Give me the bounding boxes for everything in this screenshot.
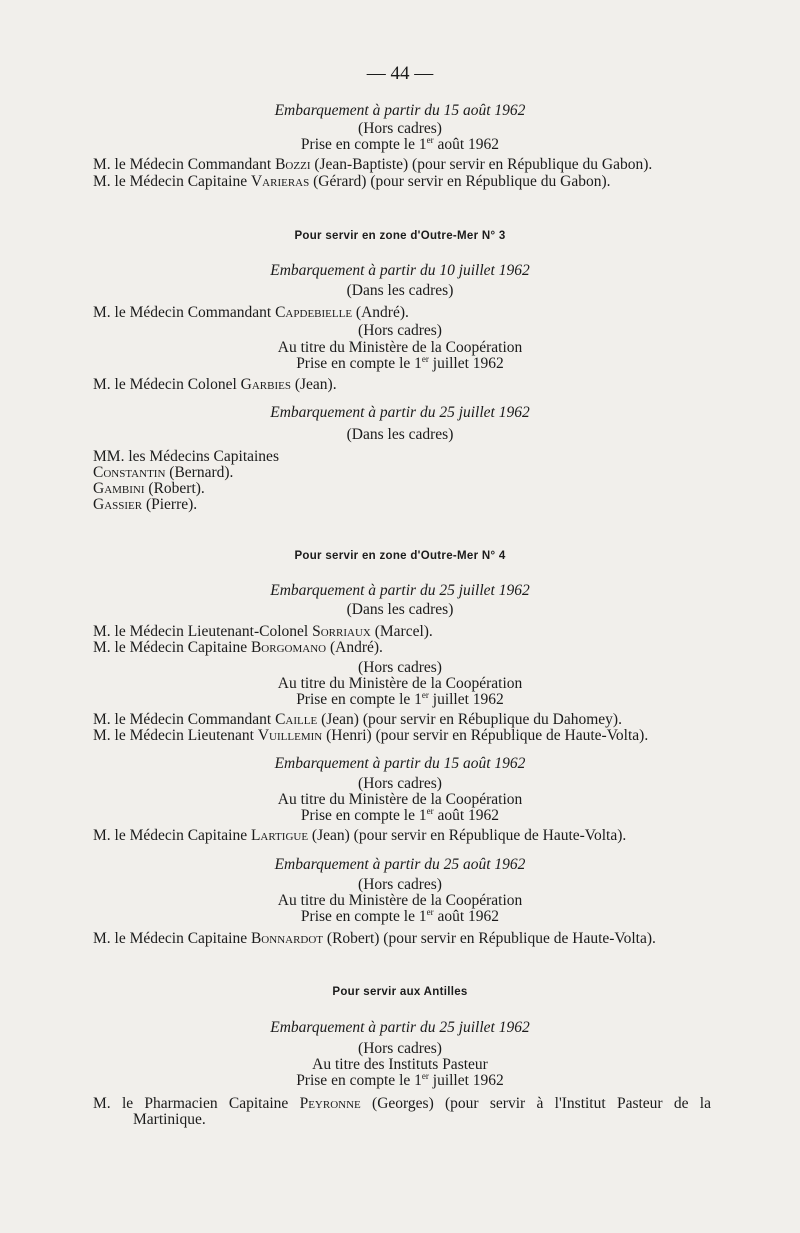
nomination-entry: MM. les Médecins Capitaines [93, 448, 279, 465]
status-line: (Hors cadres) [358, 775, 442, 792]
prise-en-compte-line: Prise en compte le 1er août 1962 [300, 805, 500, 824]
embark-date-line: Embarquement à partir du 25 juillet 1962 [270, 1019, 530, 1036]
ministry-line: Au titre du Ministère de la Coopération [277, 675, 523, 692]
section-header: Pour servir aux Antilles [332, 986, 468, 998]
embark-date-line: Embarquement à partir du 15 août 1962 [274, 102, 526, 119]
embark-date-line: Embarquement à partir du 25 juillet 1962 [270, 582, 530, 599]
nomination-entry: M. le Pharmacien Capitaine Peyronne (Georges) (pour servir à l'Institut Pasteur de la [93, 1095, 711, 1112]
embark-date-line: Embarquement à partir du 25 juillet 1962 [270, 404, 530, 421]
nomination-name: Gambini (Robert). [93, 480, 205, 497]
ministry-line: Au titre du Ministère de la Coopération [277, 791, 523, 808]
embark-date-line: Embarquement à partir du 10 juillet 1962 [270, 262, 530, 279]
nomination-entry: M. le Médecin Capitaine Bonnardot (Robert) (pour servir en République de Haute-Volta). [93, 930, 656, 947]
status-line: (Dans les cadres) [346, 601, 454, 618]
nomination-name: Gassier (Pierre). [93, 496, 198, 513]
status-line: (Dans les cadres) [346, 426, 454, 443]
prise-en-compte-line: Prise en compte le 1er août 1962 [300, 906, 500, 925]
status-line: (Hors cadres) [358, 1040, 442, 1057]
prise-en-compte-line: Prise en compte le 1er juillet 1962 [296, 1070, 504, 1089]
nomination-entry: M. le Médecin Lieutenant-Colonel Sorriaux (Marcel). [93, 623, 433, 640]
nomination-entry: M. le Médecin Capitaine Varieras (Gérard) (pour servir en République du Gabon). [93, 173, 611, 190]
prise-en-compte-line: Prise en compte le 1er juillet 1962 [296, 689, 504, 708]
nomination-name: Constantin (Bernard). [93, 464, 234, 481]
section-header: Pour servir en zone d'Outre-Mer N° 3 [294, 230, 506, 242]
page-number: — 44 — [366, 63, 434, 84]
embark-date-line: Embarquement à partir du 15 août 1962 [274, 755, 526, 772]
nomination-entry: M. le Médecin Commandant Caille (Jean) (pour servir en Rébuplique du Dahomey). [93, 711, 622, 728]
nomination-entry: M. le Médecin Commandant Bozzi (Jean-Baptiste) (pour servir en République du Gabon). [93, 156, 653, 173]
nomination-entry-continued: Martinique. [133, 1111, 206, 1128]
status-line: (Dans les cadres) [346, 282, 454, 299]
status-line: (Hors cadres) [358, 120, 442, 137]
ministry-line: Au titre du Ministère de la Coopération [277, 892, 523, 909]
embark-date-line: Embarquement à partir du 25 août 1962 [274, 856, 526, 873]
institute-line: Au titre des Instituts Pasteur [312, 1056, 488, 1073]
nomination-entry: M. le Médecin Capitaine Borgomano (André). [93, 639, 383, 656]
prise-en-compte-line: Prise en compte le 1er juillet 1962 [296, 353, 504, 372]
status-line: (Hors cadres) [358, 322, 442, 339]
nomination-entry: M. le Médecin Colonel Garbies (Jean). [93, 376, 337, 393]
ministry-line: Au titre du Ministère de la Coopération [277, 339, 523, 356]
status-line: (Hors cadres) [358, 876, 442, 893]
prise-en-compte-line: Prise en compte le 1er août 1962 [300, 134, 500, 153]
nomination-entry: M. le Médecin Capitaine Lartigue (Jean) (pour servir en République de Haute-Volta). [93, 827, 627, 844]
nomination-entry: M. le Médecin Commandant Capdebielle (André). [93, 304, 409, 321]
section-header: Pour servir en zone d'Outre-Mer N° 4 [294, 550, 506, 562]
nomination-entry: M. le Médecin Lieutenant Vuillemin (Henri) (pour servir en République de Haute-Volta). [93, 727, 649, 744]
status-line: (Hors cadres) [358, 659, 442, 676]
